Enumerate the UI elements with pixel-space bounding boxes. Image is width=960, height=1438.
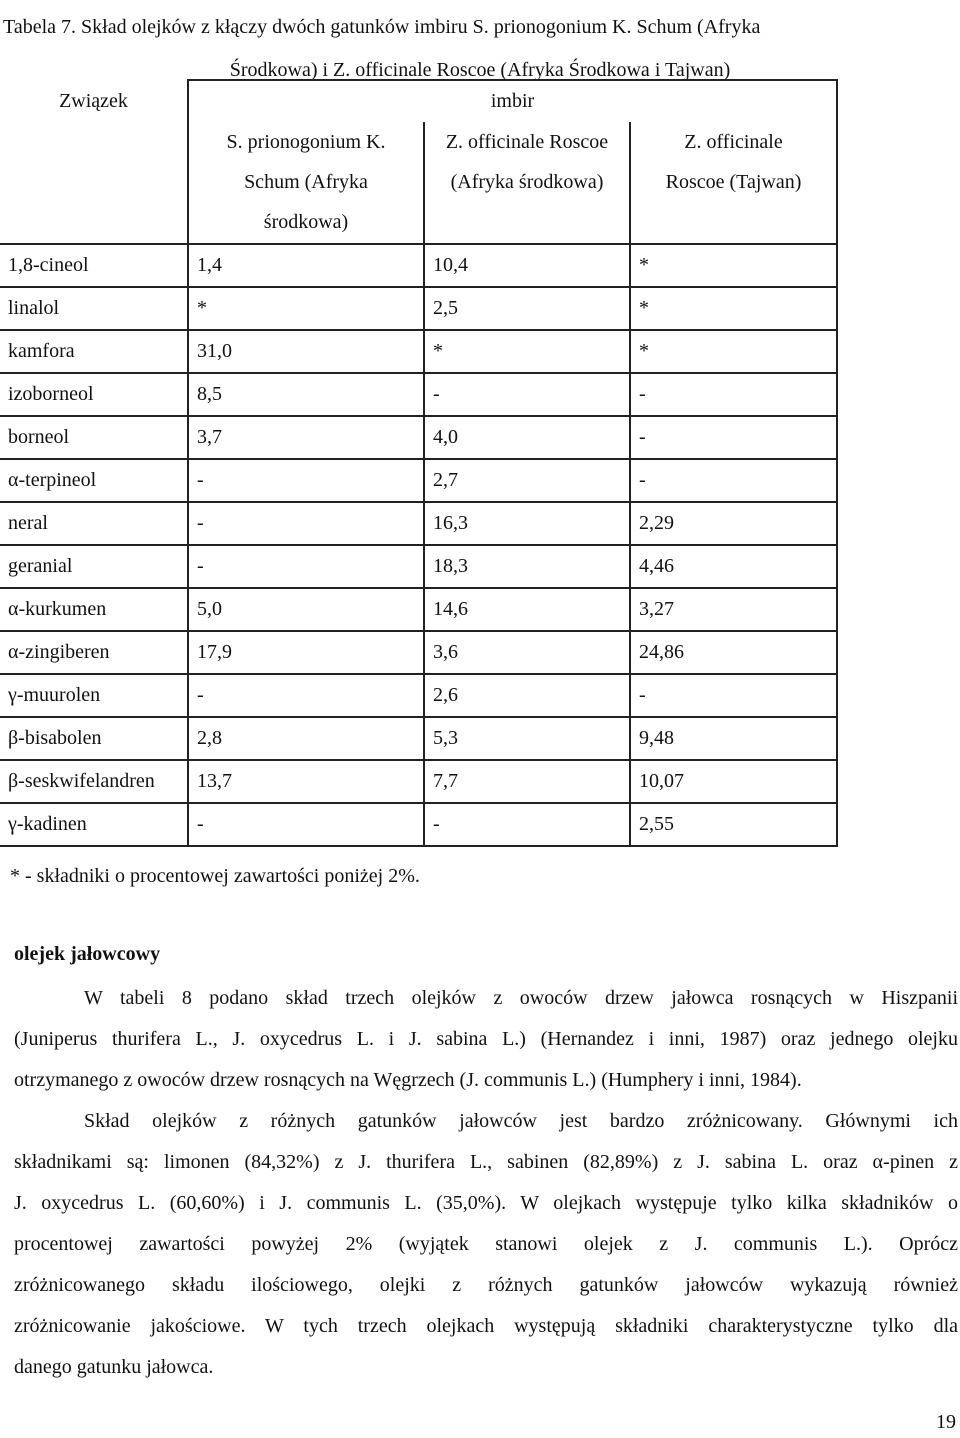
- composition-table: [0, 79, 838, 847]
- value-cell: 9,48: [630, 717, 837, 760]
- caption-line-1: Tabela 7. Skład olejków z kłączy dwóch gatunków imbiru S. prionogonium K. Schum (Afryka: [3, 16, 761, 38]
- value-cell: -: [188, 674, 424, 717]
- value-cell: 31,0: [188, 330, 424, 373]
- compound-name-cell: kamfora: [0, 330, 188, 373]
- value-cell: -: [188, 545, 424, 588]
- section-heading: olejek jałowcowy: [14, 943, 161, 965]
- paragraph-2-line: procentowej zawartości powyżej 2% (wyjątek stanowi olejek z J. communis L.). Oprócz: [14, 1233, 958, 1255]
- compound-name-cell: linalol: [0, 287, 188, 330]
- value-cell: -: [424, 803, 630, 846]
- table-subheader-row: [0, 122, 837, 244]
- table-row: [0, 459, 837, 502]
- paragraph-2-line: danego gatunku jałowca.: [14, 1356, 214, 1378]
- header-imbir: imbir: [188, 80, 837, 122]
- header-species-1-line-1: S. prionogonium K.: [226, 131, 386, 153]
- value-cell: -: [424, 373, 630, 416]
- value-cell: 3,6: [424, 631, 630, 674]
- value-cell: *: [188, 287, 424, 330]
- value-cell: 24,86: [630, 631, 837, 674]
- value-cell: 2,5: [424, 287, 630, 330]
- paragraph-2-line: składnikami są: limonen (84,32%) z J. thurifera L., sabinen (82,89%) z J. sabina L. oraz α-pinen z: [14, 1151, 958, 1173]
- paragraph-1: [14, 978, 958, 1101]
- compound-name-cell: borneol: [0, 416, 188, 459]
- value-cell: 1,4: [188, 244, 424, 287]
- value-cell: 10,4: [424, 244, 630, 287]
- value-cell: 16,3: [424, 502, 630, 545]
- value-cell: -: [188, 459, 424, 502]
- paragraph-1-line: W tabeli 8 podano skład trzech olejków z owoców drzew jałowca rosnących w Hiszpanii: [84, 987, 958, 1009]
- compound-name-cell: geranial: [0, 545, 188, 588]
- table-row: [0, 717, 837, 760]
- value-cell: *: [630, 287, 837, 330]
- header-species-1-line-2: Schum (Afryka: [244, 171, 368, 193]
- compound-name-cell: γ-kadinen: [0, 803, 188, 846]
- paragraph-2-line: J. oxycedrus L. (60,60%) i J. communis L. (35,0%). W olejkach występuje tylko kilka składników o: [14, 1192, 958, 1214]
- header-species-1: [188, 122, 424, 244]
- header-species-2-line-2: (Afryka środkowa): [450, 171, 604, 193]
- value-cell: 17,9: [188, 631, 424, 674]
- value-cell: 14,6: [424, 588, 630, 631]
- value-cell: 2,55: [630, 803, 837, 846]
- table-row: [0, 545, 837, 588]
- value-cell: -: [188, 803, 424, 846]
- header-species-3-line-1: Z. officinale: [684, 131, 783, 153]
- value-cell: 2,7: [424, 459, 630, 502]
- paragraph-1-line: otrzymanego z owoców drzew rosnących na Węgrzech (J. communis L.) (Humphery i inni, 1984).: [14, 1069, 802, 1091]
- value-cell: -: [188, 502, 424, 545]
- value-cell: 4,46: [630, 545, 837, 588]
- table-row: [0, 588, 837, 631]
- table-body: [0, 244, 837, 846]
- value-cell: 4,0: [424, 416, 630, 459]
- value-cell: -: [630, 459, 837, 502]
- value-cell: 2,8: [188, 717, 424, 760]
- value-cell: 13,7: [188, 760, 424, 803]
- value-cell: -: [630, 674, 837, 717]
- table-row: [0, 373, 837, 416]
- compound-name-cell: β-bisabolen: [0, 717, 188, 760]
- value-cell: 2,6: [424, 674, 630, 717]
- header-species-2-line-1: Z. officinale Roscoe: [445, 131, 609, 153]
- value-cell: 7,7: [424, 760, 630, 803]
- paragraph-2-line: Skład olejków z różnych gatunków jałowców jest bardzo zróżnicowany. Głównymi ich: [84, 1110, 958, 1132]
- value-cell: 5,0: [188, 588, 424, 631]
- compound-name-cell: neral: [0, 502, 188, 545]
- value-cell: 3,27: [630, 588, 837, 631]
- table-row: [0, 760, 837, 803]
- table-row: [0, 287, 837, 330]
- value-cell: 3,7: [188, 416, 424, 459]
- compound-name-cell: izoborneol: [0, 373, 188, 416]
- value-cell: *: [630, 330, 837, 373]
- value-cell: -: [630, 373, 837, 416]
- paragraph-1-line: (Juniperus thurifera L., J. oxycedrus L. i J. sabina L.) (Hernandez i inni, 1987) oraz jednego olejku: [14, 1028, 958, 1050]
- value-cell: *: [424, 330, 630, 373]
- caption-line-2: Środkowa) i Z. officinale Roscoe (Afryka Środkowa i Tajwan): [229, 59, 731, 81]
- table-row: [0, 416, 837, 459]
- table-row: [0, 330, 837, 373]
- paragraph-2-line: zróżnicowanego składu ilościowego, olejki z różnych gatunków jałowców wykazują również: [14, 1274, 958, 1296]
- compound-name-cell: 1,8-cineol: [0, 244, 188, 287]
- compound-name-cell: α-zingiberen: [0, 631, 188, 674]
- table-row: [0, 674, 837, 717]
- value-cell: 2,29: [630, 502, 837, 545]
- compound-name-cell: α-terpineol: [0, 459, 188, 502]
- paragraph-2-line: zróżnicowanie jakościowe. W tych trzech olejkach występują składniki charakterystyczne tylko dla: [14, 1315, 958, 1337]
- table-row: [0, 803, 837, 846]
- table-row: [0, 631, 837, 674]
- header-empty-cell: [0, 122, 188, 244]
- compound-name-cell: γ-muurolen: [0, 674, 188, 717]
- header-species-2: [424, 122, 630, 244]
- value-cell: *: [630, 244, 837, 287]
- paragraph-2: [14, 1101, 958, 1388]
- header-species-1-line-3: środkowa): [263, 211, 349, 233]
- table-footnote: * - składniki o procentowej zawartości poniżej 2%.: [10, 865, 420, 887]
- header-compound: Związek: [0, 80, 188, 122]
- page-number: 19: [936, 1411, 956, 1433]
- value-cell: 8,5: [188, 373, 424, 416]
- value-cell: 10,07: [630, 760, 837, 803]
- compound-name-cell: α-kurkumen: [0, 588, 188, 631]
- table-row: [0, 502, 837, 545]
- header-species-3-line-2: Roscoe (Tajwan): [665, 171, 802, 193]
- value-cell: -: [630, 416, 837, 459]
- table-row: [0, 244, 837, 287]
- compound-name-cell: β-seskwifelandren: [0, 760, 188, 803]
- table-header-row: [0, 80, 837, 122]
- value-cell: 18,3: [424, 545, 630, 588]
- value-cell: 5,3: [424, 717, 630, 760]
- header-species-3: [630, 122, 837, 244]
